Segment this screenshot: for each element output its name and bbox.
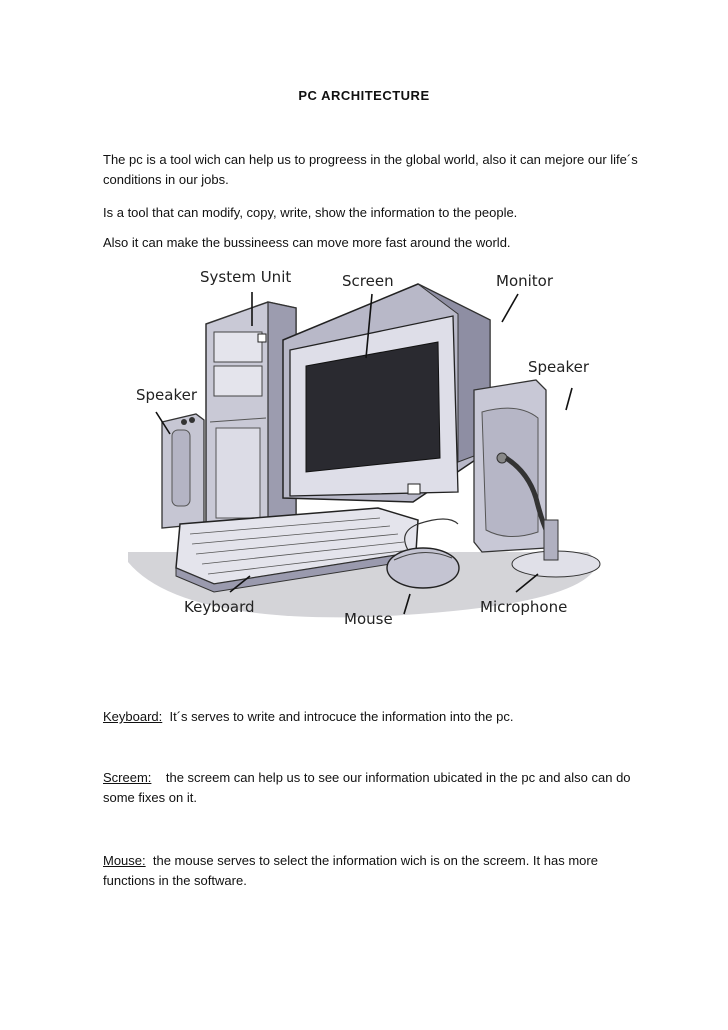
paragraph-tool: Is a tool that can modify, copy, write, show the information to the people. xyxy=(103,205,518,220)
term-mouse: Mouse: xyxy=(103,853,146,868)
label-speaker-right: Speaker xyxy=(528,358,590,376)
label-system-unit: System Unit xyxy=(200,268,292,286)
term-screem: Screem: xyxy=(103,770,152,785)
label-mouse: Mouse xyxy=(344,610,393,628)
definition-screem xyxy=(103,768,643,808)
pc-illustration xyxy=(118,262,606,628)
monitor xyxy=(283,284,490,502)
paragraph-intro: The pc is a tool wich can help us to progreess in the global world, also it can mejore our life´s conditions in our jobs. xyxy=(103,152,638,187)
definition-screem-text: the screem can help us to see our information ubicated in the pc and also can do some fixes on it. xyxy=(103,770,631,805)
pc-diagram xyxy=(118,262,606,628)
definition-mouse xyxy=(103,851,643,891)
definition-keyboard-text: It´s serves to write and introcuce the information into the pc. xyxy=(169,709,514,724)
label-keyboard: Keyboard xyxy=(184,598,255,616)
definition-keyboard xyxy=(103,707,643,727)
paragraph-business: Also it can make the bussineess can move more fast around the world. xyxy=(103,235,511,250)
term-keyboard: Keyboard: xyxy=(103,709,163,724)
label-monitor: Monitor xyxy=(496,272,554,290)
page-title: PC ARCHITECTURE xyxy=(298,88,430,103)
label-microphone: Microphone xyxy=(480,598,568,616)
definition-mouse-text: the mouse serves to select the information wich is on the screem. It has more functions in the software. xyxy=(103,853,598,888)
right-speaker xyxy=(474,380,546,552)
label-screen: Screen xyxy=(342,272,394,290)
label-speaker-left: Speaker xyxy=(136,386,198,404)
